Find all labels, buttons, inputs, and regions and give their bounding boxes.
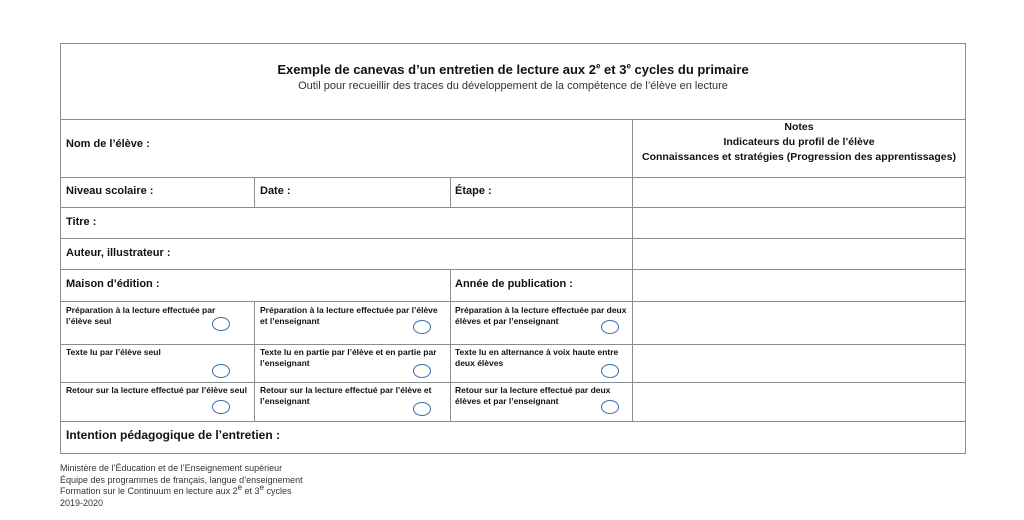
row-divider (61, 177, 965, 178)
option-prep-student-teacher: Préparation à la lecture effectuée par l’élève et l’enseignant (260, 305, 438, 326)
col-divider (254, 177, 255, 207)
radio-prep-two-students-teacher[interactable] (601, 320, 619, 334)
publisher-label: Maison d’édition : (66, 278, 160, 290)
radio-review-student-teacher[interactable] (413, 402, 431, 416)
row-divider (61, 269, 965, 270)
footer (60, 463, 303, 509)
option-read-partial: Texte lu en partie par l’élève et en partie par l’enseignant (260, 347, 437, 368)
author-label: Auteur, illustrateur : (66, 247, 171, 259)
radio-read-student-alone[interactable] (212, 364, 230, 378)
col-divider (450, 177, 451, 207)
col-divider (450, 301, 451, 421)
grade-label: Niveau scolaire : (66, 185, 154, 197)
title-label: Titre : (66, 216, 97, 228)
col-divider (450, 269, 451, 301)
notes-profile-indicators: Indicateurs du profil de l’élève (723, 136, 875, 148)
student-name-label: Nom de l’élève : (66, 138, 150, 150)
step-label: Étape : (455, 185, 492, 197)
date-label: Date : (260, 185, 291, 197)
option-review-two-students-teacher: Retour sur la lecture effectué par deux élèves et par l’enseignant (455, 385, 611, 406)
footer-year: 2019-2020 (60, 497, 104, 508)
row-divider (61, 382, 965, 383)
radio-review-two-students-teacher[interactable] (601, 400, 619, 414)
radio-read-alternating[interactable] (601, 364, 619, 378)
publication-year-label: Année de publication : (455, 278, 573, 290)
row-divider (61, 344, 965, 345)
option-read-alternating: Texte lu en alternance à voix haute entre deux élèves (455, 347, 619, 368)
intention-label: Intention pédagogique de l’entretien : (66, 428, 281, 442)
footer-team: Équipe des programmes de français, langue d’enseignement (60, 474, 303, 485)
footer-ministry: Ministère de l’Éducation et de l’Enseignement supérieur (60, 463, 283, 473)
option-prep-two-students-teacher: Préparation à la lecture effectuée par deux élèves et par l’enseignant (455, 305, 627, 326)
option-prep-student-alone: Préparation à la lecture effectuée par l’élève seul (66, 305, 216, 326)
form-subtitle: Outil pour recueillir des traces du développement de la compétence de l’élève en lecture (298, 80, 728, 92)
form-header (61, 44, 965, 120)
radio-review-student-alone[interactable] (212, 400, 230, 414)
row-divider (61, 207, 965, 208)
notes-header (633, 120, 965, 165)
notes-title: Notes (784, 121, 814, 133)
radio-prep-student-alone[interactable] (212, 317, 230, 331)
option-review-student-teacher: Retour sur la lecture effectué par l’élève et l’enseignant (260, 385, 432, 406)
option-review-student-alone: Retour sur la lecture effectué par l’élève seul (66, 385, 247, 395)
option-read-student-alone: Texte lu par l’élève seul (66, 347, 161, 357)
footer-training: Formation sur le Continuum en lecture aux 2e et 3e cycles (60, 483, 292, 496)
row-divider (61, 238, 965, 239)
notes-knowledge-strategies: Connaissances et stratégies (Progression des apprentissages) (642, 151, 956, 163)
row-divider (61, 421, 965, 422)
col-divider (254, 301, 255, 421)
form-title: Exemple de canevas d’un entretien de lecture aux 2e et 3e cycles du primaire (277, 61, 749, 77)
reading-interview-form (60, 43, 966, 454)
radio-read-partial[interactable] (413, 364, 431, 378)
radio-prep-student-teacher[interactable] (413, 320, 431, 334)
row-divider (61, 301, 965, 302)
